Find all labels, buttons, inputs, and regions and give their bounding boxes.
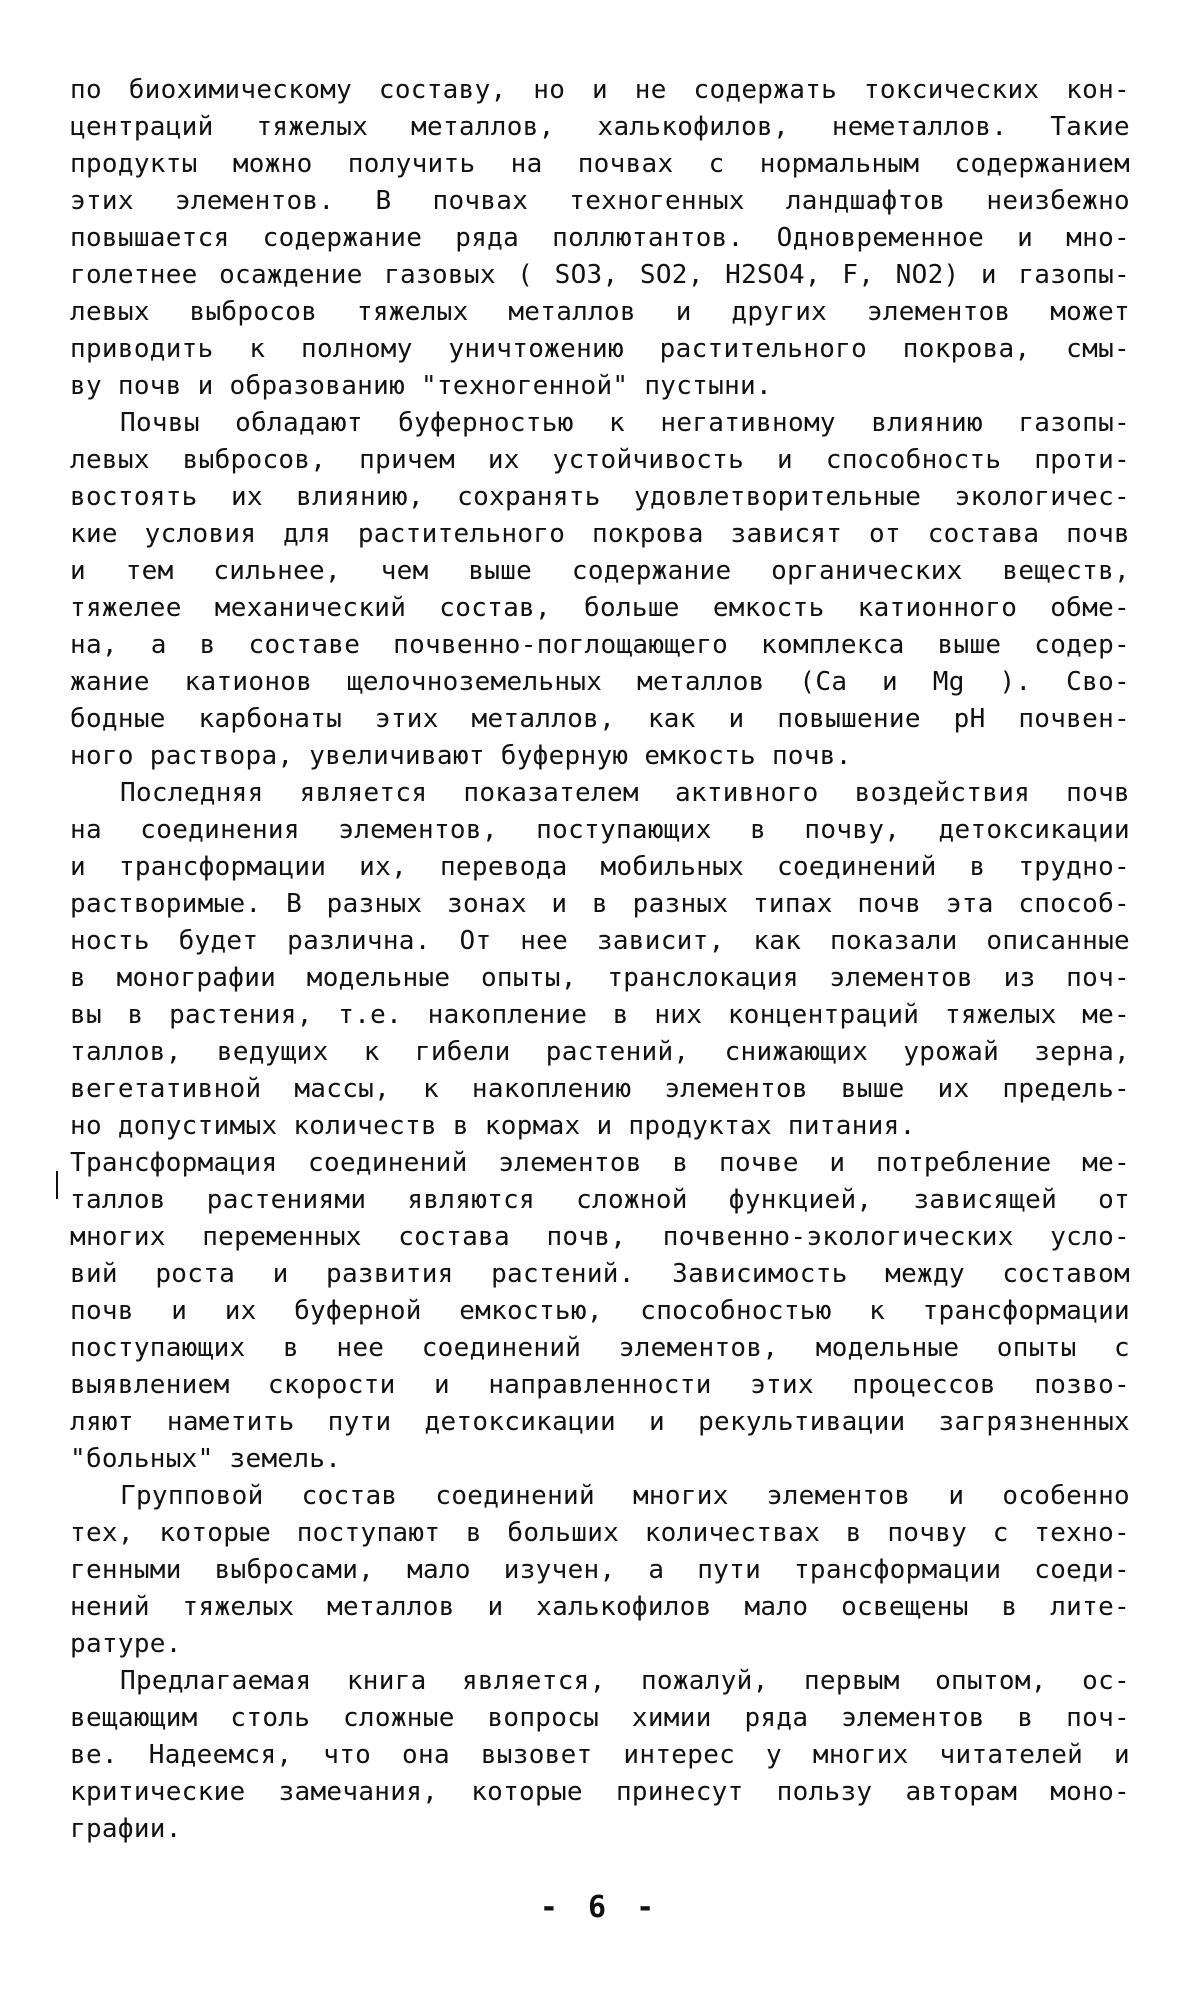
text-line: тяжелее механический состав, больше емкость катионного обме- — [70, 593, 1130, 623]
text-line: поступающих в нее соединений элементов, модельные опыты с — [70, 1333, 1130, 1363]
text-line: Трансформация соединений элементов в почве и потребление ме- — [70, 1148, 1130, 1178]
paragraph — [70, 1145, 1130, 1478]
text-line: графии. — [70, 1814, 182, 1844]
text-line: вы в растения, т.е. накопление в них концентраций тяжелых ме- — [70, 1000, 1130, 1030]
text-line: но допустимых количеств в кормах и продуктах питания. — [70, 1111, 916, 1141]
paragraph — [70, 72, 1130, 405]
text-line: таллов растениями являются сложной функцией, зависящей от — [70, 1185, 1130, 1215]
text-line: ного раствора, увеличивают буферную емкость почв. — [70, 741, 852, 771]
text-line: почв и их буферной емкостью, способностью к трансформации — [70, 1296, 1130, 1326]
text-line: растворимые. В разных зонах и в разных типах почв эта способ- — [70, 889, 1130, 919]
text-line: приводить к полному уничтожению растительного покрова, смы- — [70, 334, 1130, 364]
text-line: тех, которые поступают в больших количествах в почву с техно- — [70, 1518, 1130, 1548]
text-line: в монографии модельные опыты, транслокация элементов из поч- — [70, 963, 1130, 993]
text-line: повышается содержание ряда поллютантов. Одновременное и мно- — [70, 223, 1130, 253]
text-line: генными выбросами, мало изучен, а пути трансформации соеди- — [70, 1555, 1130, 1585]
text-line: вещающим столь сложные вопросы химии ряда элементов в поч- — [70, 1703, 1130, 1733]
text-line: и тем сильнее, чем выше содержание органических веществ, — [70, 556, 1130, 586]
text-line: на, а в составе почвенно-поглощающего комплекса выше содер- — [70, 630, 1130, 660]
text-line: вий роста и развития растений. Зависимость между составом — [70, 1259, 1130, 1289]
text-line: ве. Надеемся, что она вызовет интерес у многих читателей и — [70, 1740, 1130, 1770]
text-line: вегетативной массы, к накоплению элементов выше их предель- — [70, 1074, 1130, 1104]
text-line: на соединения элементов, поступающих в почву, детоксикации — [70, 815, 1130, 845]
text-line: по биохимическому составу, но и не содержать токсических кон- — [70, 75, 1130, 105]
text-line: выявлением скорости и направленности этих процессов позво- — [70, 1370, 1130, 1400]
text-line: ратуре. — [70, 1629, 182, 1659]
text-line: ву почв и образованию "техногенной" пустыни. — [70, 371, 772, 401]
text-line: "больных" земель. — [70, 1444, 342, 1474]
text-line: жание катионов щелочноземельных металлов (Са и Mg ). Сво- — [70, 667, 1130, 697]
body-text — [70, 72, 1130, 1848]
text-line: Почвы обладают буферностью к негативному влиянию газопы- — [120, 408, 1130, 438]
text-line: критические замечания, которые принесут пользу авторам моно- — [70, 1777, 1130, 1807]
text-line: левых выбросов тяжелых металлов и других элементов может — [70, 297, 1130, 327]
text-line: левых выбросов, причем их устойчивость и способность проти- — [70, 445, 1130, 475]
text-line: голетнее осаждение газовых ( SO3, SO2, H2SO4, F, NO2) и газопы- — [70, 260, 1130, 290]
text-line: кие условия для растительного покрова зависят от состава почв — [70, 519, 1130, 549]
text-line: ляют наметить пути детоксикации и рекультивации загрязненных — [70, 1407, 1130, 1437]
text-line: Предлагаемая книга является, пожалуй, первым опытом, ос- — [120, 1666, 1130, 1696]
text-line: ность будет различна. От нее зависит, как показали описанные — [70, 926, 1130, 956]
text-line: и трансформации их, перевода мобильных соединений в трудно- — [70, 852, 1130, 882]
text-line: многих переменных состава почв, почвенно-экологических усло- — [70, 1222, 1130, 1252]
text-line: нений тяжелых металлов и халькофилов мало освещены в лите- — [70, 1592, 1130, 1622]
margin-mark — [56, 1171, 58, 1199]
text-line: бодные карбонаты этих металлов, как и повышение pH почвен- — [70, 704, 1130, 734]
text-line: продукты можно получить на почвах с нормальным содержанием — [70, 149, 1130, 179]
paragraph — [70, 775, 1130, 1145]
text-line: востоять их влиянию, сохранять удовлетворительные экологичес- — [70, 482, 1130, 512]
text-line: таллов, ведущих к гибели растений, снижающих урожай зерна, — [70, 1037, 1130, 1067]
paragraph — [70, 405, 1130, 775]
text-line: центраций тяжелых металлов, халькофилов, неметаллов. Такие — [70, 112, 1130, 142]
paragraph — [70, 1663, 1130, 1848]
text-line: этих элементов. В почвах техногенных ландшафтов неизбежно — [70, 186, 1130, 216]
paragraph — [70, 1478, 1130, 1663]
page-number: - 6 - — [539, 1890, 661, 1925]
text-line: Последняя является показателем активного воздействия почв — [120, 778, 1130, 808]
text-line: Групповой состав соединений многих элементов и особенно — [120, 1481, 1130, 1511]
